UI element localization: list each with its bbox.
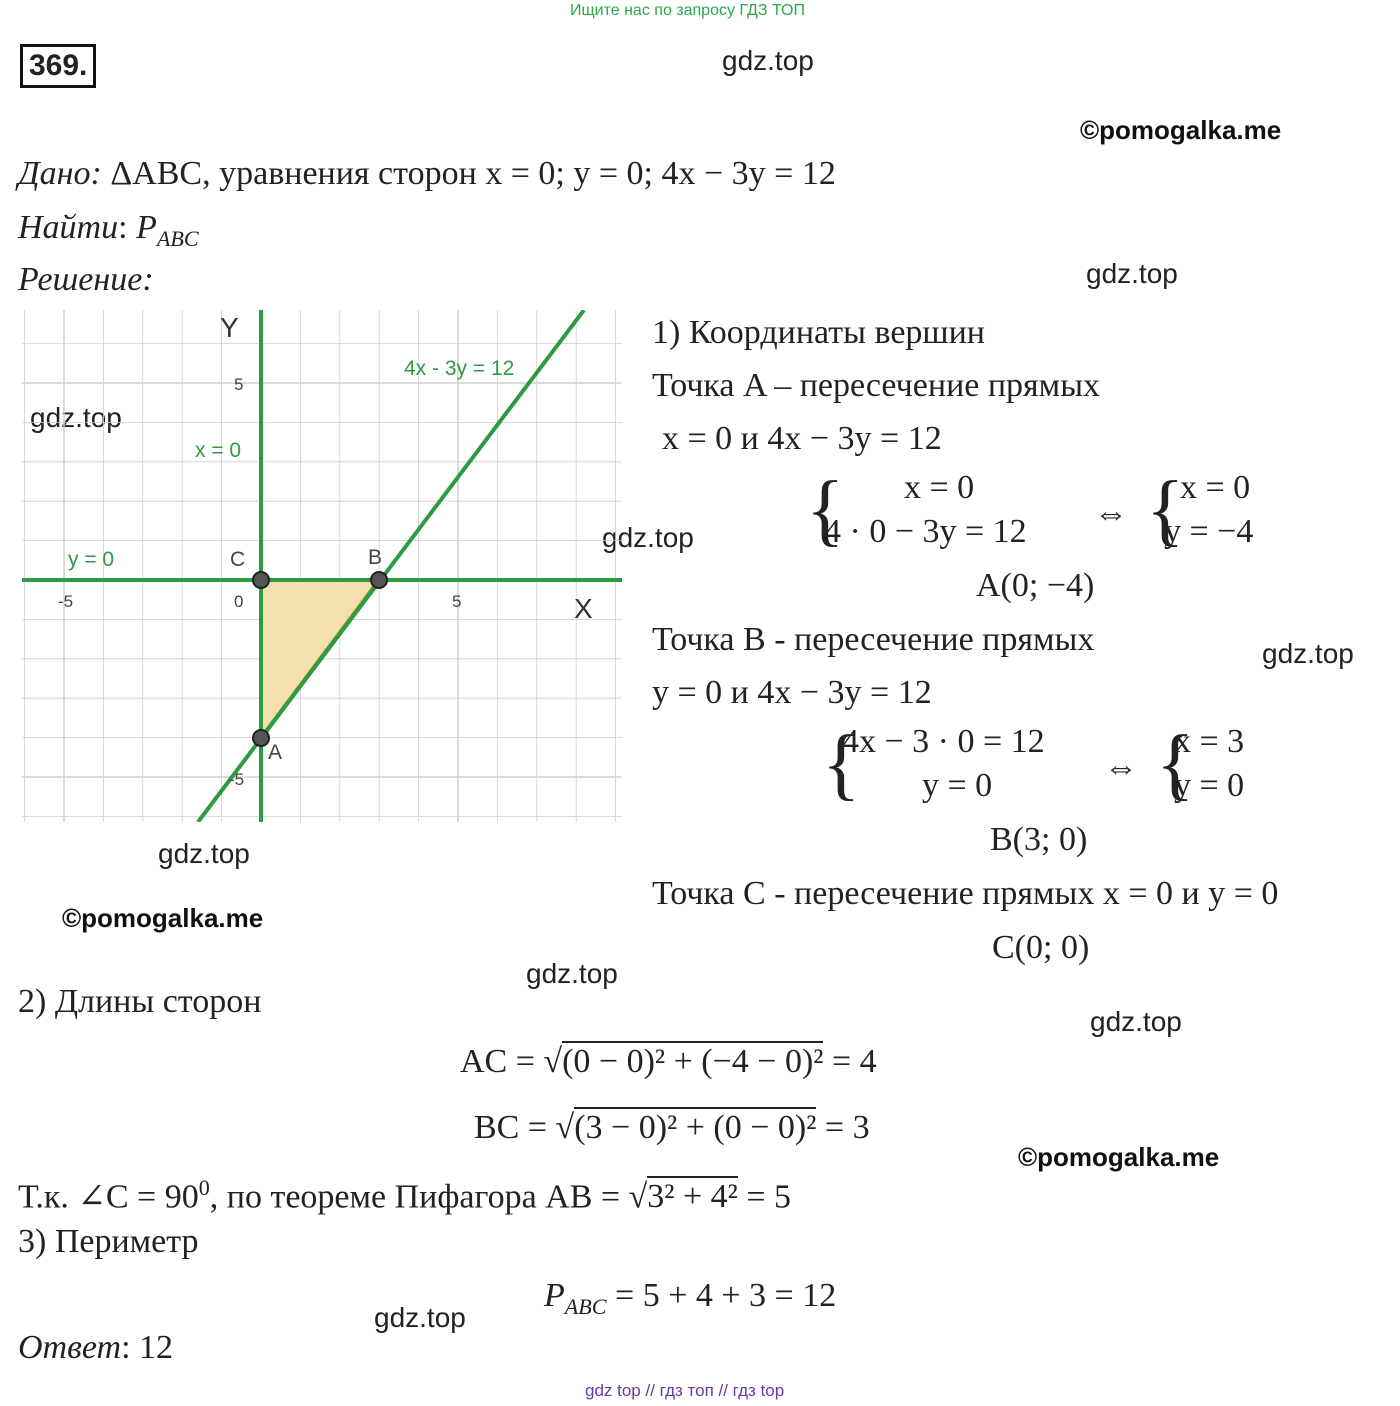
watermark-pomogalka: ©pomogalka.me <box>1080 115 1282 145</box>
sqrt-sign: √ <box>555 1109 575 1146</box>
watermark-gdz: gdz.top <box>1086 258 1178 289</box>
ac-left: AC = <box>460 1043 544 1080</box>
bc-radicand: (3 − 0)² + (0 − 0)² <box>574 1109 817 1146</box>
watermark-gdz: gdz.top <box>602 522 694 553</box>
tick-label: 5 <box>452 592 462 611</box>
point-a <box>253 730 269 746</box>
pointA-eqs: x = 0 и 4x − 3y = 12 <box>662 420 942 457</box>
sqrt-sign: √ <box>628 1178 648 1216</box>
pointB-eqs: y = 0 и 4x − 3y = 12 <box>652 674 932 711</box>
ac-right: = 4 <box>823 1043 877 1080</box>
problem-number: 369. <box>20 44 96 88</box>
system-brace: { <box>1146 466 1185 554</box>
step1-heading: 1) Координаты вершин <box>652 314 985 351</box>
sysA-right-1: x = 0 <box>1180 469 1251 506</box>
pythagoras-line <box>18 1168 791 1217</box>
watermark-gdz: gdz.top <box>722 45 814 76</box>
equiv-sign: ⇔ <box>1094 495 1128 532</box>
equiv-sign: ⇔ <box>1104 749 1138 786</box>
step2-heading: 2) Длины сторон <box>18 983 262 1020</box>
ac-formula <box>460 1042 877 1082</box>
point-label-a: A <box>268 741 283 764</box>
system-brace: { <box>806 466 845 554</box>
watermark-pomogalka: ©pomogalka.me <box>62 903 264 933</box>
tick-label: -5 <box>229 770 245 789</box>
pythagoras-right: = 5 <box>737 1178 792 1216</box>
given-label: Дано: <box>18 155 102 192</box>
axis-y-label: Y <box>220 312 239 343</box>
bc-formula <box>474 1108 870 1148</box>
pythagoras-sup: 0 <box>198 1175 210 1200</box>
pointB-intro: Точка B - пересечение прямых <box>652 621 1095 658</box>
bc-left: BC = <box>474 1109 556 1146</box>
watermark-gdz: gdz.top <box>374 1302 466 1333</box>
pointA-result: A(0; −4) <box>976 567 1095 604</box>
pythagoras-radicand: 3² + 4² <box>647 1178 738 1216</box>
bc-right: = 3 <box>816 1109 870 1146</box>
system-brace: { <box>1156 720 1195 808</box>
answer-line <box>18 1328 173 1368</box>
point-b <box>371 572 387 588</box>
given-line <box>18 154 836 194</box>
perimeter-rest: = 5 + 4 + 3 = 12 <box>606 1277 837 1314</box>
point-label-b: B <box>368 546 383 569</box>
sysB-right-1: x = 3 <box>1174 723 1245 760</box>
find-line <box>18 208 199 259</box>
step3-heading: 3) Периметр <box>18 1223 199 1260</box>
line-label-vertical: x = 0 <box>195 439 242 462</box>
solution-label-text: Решение <box>18 261 143 298</box>
line-label-horizontal: y = 0 <box>68 548 115 571</box>
top-banner: Ищите нас по запросу ГДЗ ТОП <box>570 2 805 19</box>
perimeter-formula <box>544 1276 836 1327</box>
watermark-gdz: gdz.top <box>1262 638 1354 669</box>
find-value: P <box>136 209 157 246</box>
ac-radicand: (0 − 0)² + (−4 − 0)² <box>562 1043 824 1080</box>
sysA-left-1: x = 0 <box>904 469 975 506</box>
watermark-gdz: gdz.top <box>1090 1006 1182 1037</box>
footer-links[interactable]: gdz top // гдз топ // гдз top <box>585 1381 785 1400</box>
pointC-result: C(0; 0) <box>992 929 1090 966</box>
point-label-c: C <box>230 548 246 571</box>
pythagoras-mid: , по теореме Пифагора AB = <box>209 1178 629 1216</box>
tick-label: 5 <box>234 375 244 394</box>
pointB-result: B(3; 0) <box>990 821 1088 858</box>
perimeter-sub: ABC <box>564 1293 607 1319</box>
axis-x-label: X <box>574 593 593 624</box>
coordinate-graph <box>22 310 622 822</box>
perimeter-p: P <box>544 1277 565 1314</box>
find-colon: : <box>118 209 128 246</box>
tick-label: -5 <box>58 592 74 611</box>
pythagoras-text: Т.к. ∠C = 90 <box>18 1178 199 1216</box>
given-text: ΔABC, уравнения сторон x = 0; y = 0; 4x − 3y = 12 <box>110 155 836 192</box>
watermark-gdz: gdz.top <box>526 958 618 989</box>
sqrt-sign: √ <box>543 1043 563 1080</box>
pointA-intro: Точка A – пересечение прямых <box>652 367 1101 404</box>
system-brace: { <box>822 720 861 808</box>
solution-label-colon: : <box>142 261 154 298</box>
answer-label: Ответ <box>18 1329 122 1366</box>
watermark-pomogalka: ©pomogalka.me <box>1018 1142 1220 1172</box>
point-c <box>253 572 269 588</box>
answer-value: : 12 <box>121 1329 174 1366</box>
tick-label: 0 <box>234 592 244 611</box>
watermark-gdz: gdz.top <box>30 402 122 433</box>
sysB-left-1: 4x − 3 · 0 = 12 <box>842 723 1045 760</box>
sysB-right-2: y = 0 <box>1174 767 1245 804</box>
sysA-right-2: y = −4 <box>1164 513 1254 550</box>
sysA-left-2: 4 · 0 − 3y = 12 <box>824 513 1027 550</box>
find-value-sub: ABC <box>156 225 199 251</box>
solution-label <box>18 260 154 300</box>
watermark-gdz: gdz.top <box>158 838 250 869</box>
sysB-left-2: y = 0 <box>922 767 993 804</box>
line-label-main: 4x - 3y = 12 <box>404 357 515 380</box>
pointC-intro: Точка C - пересечение прямых x = 0 и y = 0 <box>652 875 1279 912</box>
find-label: Найти <box>18 209 119 246</box>
